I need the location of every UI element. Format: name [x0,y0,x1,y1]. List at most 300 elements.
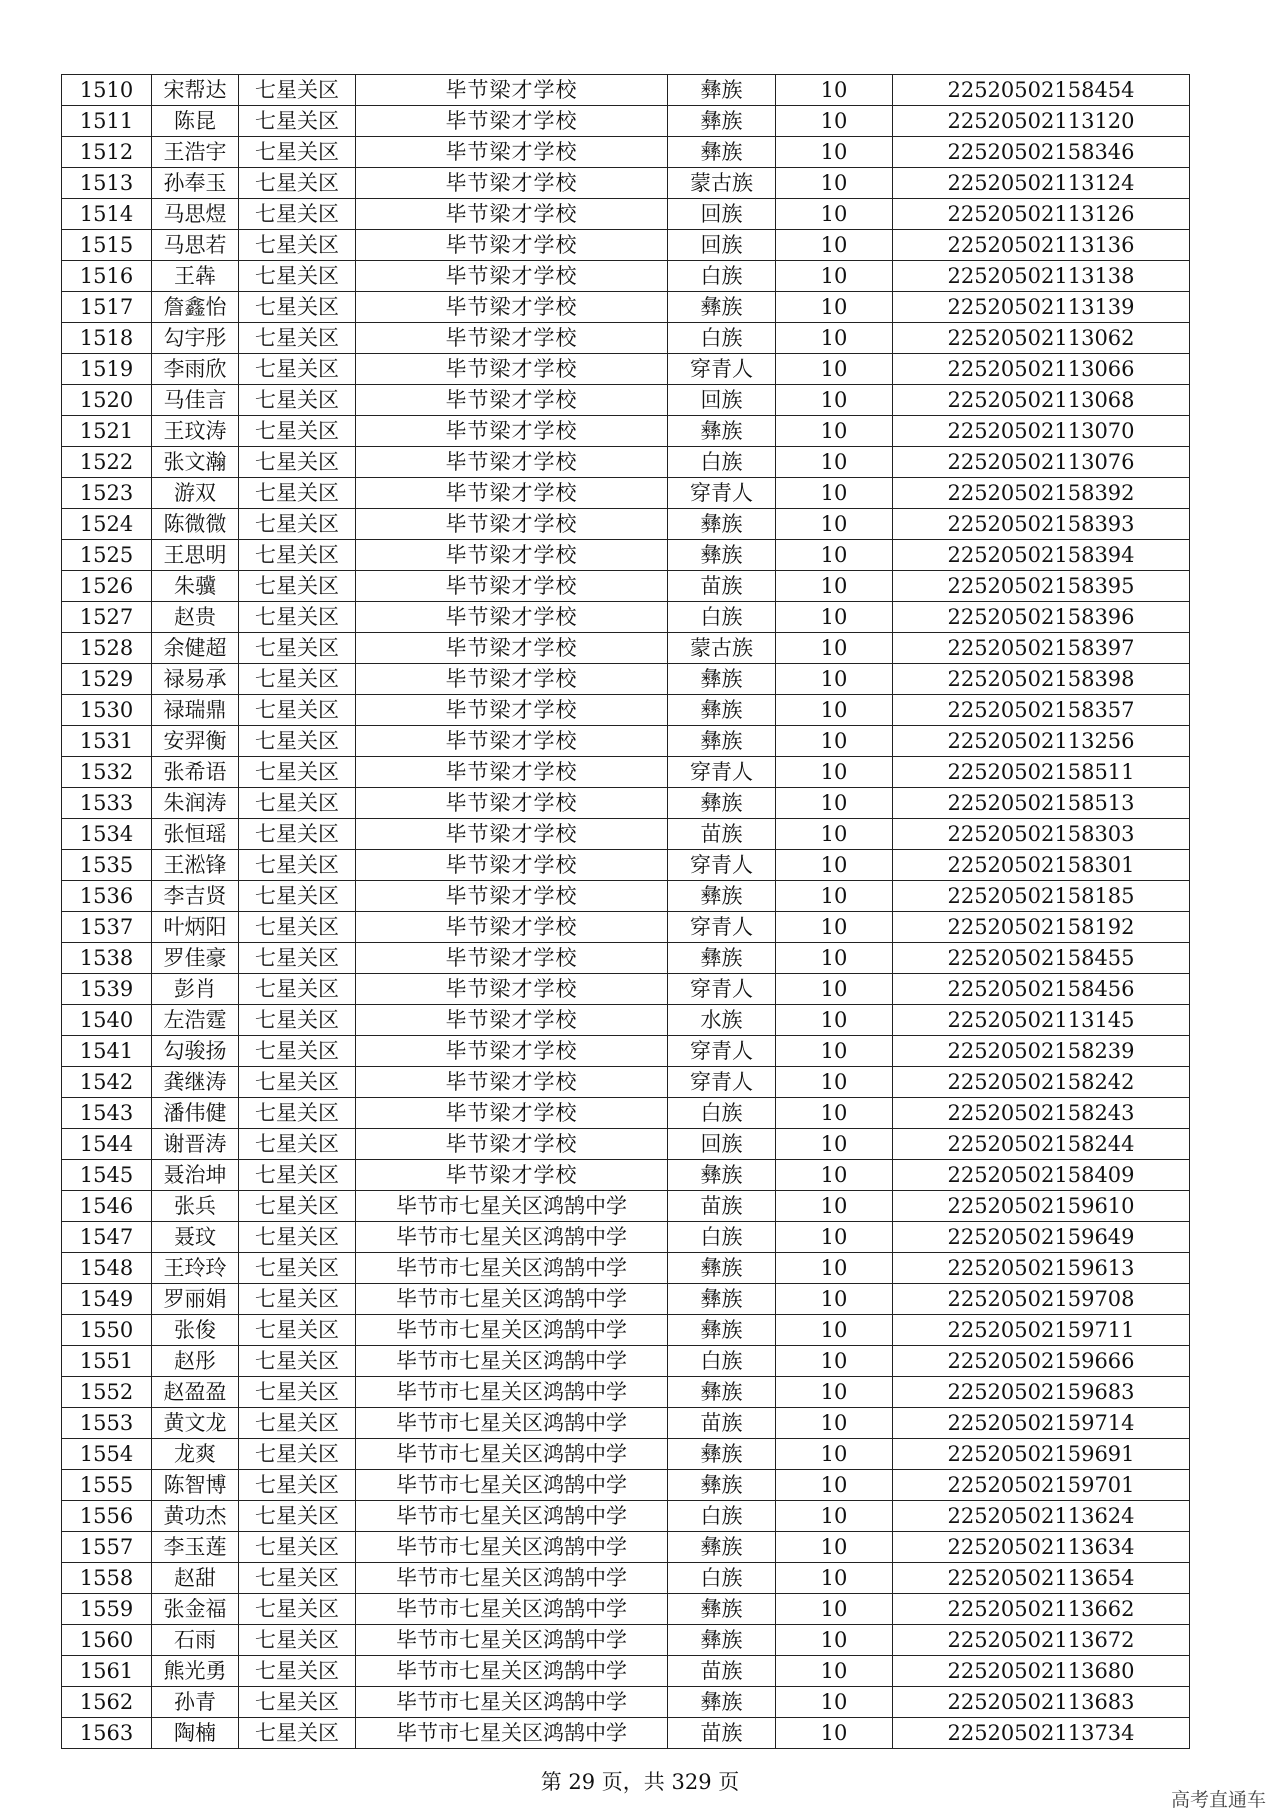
ethnicity-cell: 彝族 [668,292,776,323]
serial-number-cell: 1539 [62,974,152,1005]
student-id-cell: 22520502159683 [893,1377,1190,1408]
school-cell: 毕节梁才学校 [356,261,668,292]
grade-cell: 10 [776,199,893,230]
district-cell: 七星关区 [239,819,356,850]
student-id-cell: 22520502158244 [893,1129,1190,1160]
ethnicity-cell: 回族 [668,199,776,230]
table-row [62,850,1190,881]
school-cell: 毕节市七星关区鸿鹄中学 [356,1253,668,1284]
ethnicity-cell: 白族 [668,1222,776,1253]
serial-number-cell: 1561 [62,1656,152,1687]
student-id-cell: 22520502113654 [893,1563,1190,1594]
serial-number-cell: 1545 [62,1160,152,1191]
student-id-cell: 22520502113062 [893,323,1190,354]
ethnicity-cell: 白族 [668,447,776,478]
student-id-cell: 22520502158396 [893,602,1190,633]
name-cell: 朱润涛 [152,788,239,819]
table-row [62,385,1190,416]
school-cell: 毕节梁才学校 [356,230,668,261]
name-cell: 聂玟 [152,1222,239,1253]
grade-cell: 10 [776,1160,893,1191]
grade-cell: 10 [776,1067,893,1098]
district-cell: 七星关区 [239,540,356,571]
table-row [62,323,1190,354]
table-row [62,1315,1190,1346]
ethnicity-cell: 穿青人 [668,757,776,788]
ethnicity-cell: 彝族 [668,943,776,974]
grade-cell: 10 [776,509,893,540]
serial-number-cell: 1552 [62,1377,152,1408]
name-cell: 罗佳豪 [152,943,239,974]
serial-number-cell: 1555 [62,1470,152,1501]
grade-cell: 10 [776,447,893,478]
ethnicity-cell: 彝族 [668,1470,776,1501]
ethnicity-cell: 彝族 [668,540,776,571]
district-cell: 七星关区 [239,1222,356,1253]
student-id-cell: 22520502158395 [893,571,1190,602]
student-id-cell: 22520502113734 [893,1718,1190,1749]
table-row [62,1408,1190,1439]
serial-number-cell: 1537 [62,912,152,943]
ethnicity-cell: 彝族 [668,881,776,912]
serial-number-cell: 1544 [62,1129,152,1160]
school-cell: 毕节梁才学校 [356,881,668,912]
name-cell: 张文瀚 [152,447,239,478]
ethnicity-cell: 彝族 [668,664,776,695]
ethnicity-cell: 彝族 [668,137,776,168]
district-cell: 七星关区 [239,664,356,695]
grade-cell: 10 [776,695,893,726]
ethnicity-cell: 苗族 [668,1191,776,1222]
serial-number-cell: 1556 [62,1501,152,1532]
grade-cell: 10 [776,1098,893,1129]
district-cell: 七星关区 [239,509,356,540]
ethnicity-cell: 苗族 [668,571,776,602]
name-cell: 勾骏扬 [152,1036,239,1067]
ethnicity-cell: 穿青人 [668,1067,776,1098]
grade-cell: 10 [776,1718,893,1749]
ethnicity-cell: 彝族 [668,1284,776,1315]
table-row [62,912,1190,943]
grade-cell: 10 [776,1687,893,1718]
table-row [62,1005,1190,1036]
name-cell: 禄易承 [152,664,239,695]
ethnicity-cell: 白族 [668,1098,776,1129]
district-cell: 七星关区 [239,1718,356,1749]
grade-cell: 10 [776,1470,893,1501]
student-id-cell: 22520502113124 [893,168,1190,199]
grade-cell: 10 [776,664,893,695]
school-cell: 毕节梁才学校 [356,664,668,695]
district-cell: 七星关区 [239,1315,356,1346]
student-id-cell: 22520502158303 [893,819,1190,850]
district-cell: 七星关区 [239,602,356,633]
student-id-cell: 22520502159701 [893,1470,1190,1501]
district-cell: 七星关区 [239,881,356,912]
district-cell: 七星关区 [239,1563,356,1594]
table-row [62,1129,1190,1160]
school-cell: 毕节梁才学校 [356,726,668,757]
student-id-cell: 22520502113672 [893,1625,1190,1656]
student-id-cell: 22520502158346 [893,137,1190,168]
grade-cell: 10 [776,540,893,571]
serial-number-cell: 1541 [62,1036,152,1067]
ethnicity-cell: 白族 [668,1346,776,1377]
serial-number-cell: 1551 [62,1346,152,1377]
table-row [62,726,1190,757]
district-cell: 七星关区 [239,292,356,323]
table-row [62,943,1190,974]
student-id-cell: 22520502113683 [893,1687,1190,1718]
table-row [62,1594,1190,1625]
grade-cell: 10 [776,1408,893,1439]
ethnicity-cell: 彝族 [668,1687,776,1718]
table-row [62,199,1190,230]
school-cell: 毕节市七星关区鸿鹄中学 [356,1377,668,1408]
name-cell: 张俊 [152,1315,239,1346]
school-cell: 毕节梁才学校 [356,757,668,788]
roster-table-body [62,75,1190,1749]
district-cell: 七星关区 [239,1036,356,1067]
ethnicity-cell: 穿青人 [668,1036,776,1067]
district-cell: 七星关区 [239,571,356,602]
table-row [62,447,1190,478]
ethnicity-cell: 彝族 [668,1377,776,1408]
serial-number-cell: 1525 [62,540,152,571]
ethnicity-cell: 穿青人 [668,354,776,385]
serial-number-cell: 1526 [62,571,152,602]
name-cell: 陈微微 [152,509,239,540]
district-cell: 七星关区 [239,1687,356,1718]
serial-number-cell: 1519 [62,354,152,385]
school-cell: 毕节市七星关区鸿鹄中学 [356,1594,668,1625]
student-id-cell: 22520502158239 [893,1036,1190,1067]
grade-cell: 10 [776,1346,893,1377]
student-id-cell: 22520502159708 [893,1284,1190,1315]
district-cell: 七星关区 [239,1470,356,1501]
table-row [62,695,1190,726]
grade-cell: 10 [776,106,893,137]
district-cell: 七星关区 [239,943,356,974]
grade-cell: 10 [776,1036,893,1067]
table-row [62,1346,1190,1377]
table-row [62,261,1190,292]
serial-number-cell: 1535 [62,850,152,881]
district-cell: 七星关区 [239,1129,356,1160]
serial-number-cell: 1510 [62,75,152,106]
district-cell: 七星关区 [239,1408,356,1439]
grade-cell: 10 [776,1377,893,1408]
school-cell: 毕节市七星关区鸿鹄中学 [356,1439,668,1470]
table-row [62,1718,1190,1749]
ethnicity-cell: 彝族 [668,1315,776,1346]
student-id-cell: 22520502158397 [893,633,1190,664]
ethnicity-cell: 回族 [668,1129,776,1160]
name-cell: 赵盈盈 [152,1377,239,1408]
serial-number-cell: 1549 [62,1284,152,1315]
district-cell: 七星关区 [239,137,356,168]
student-id-cell: 22520502159714 [893,1408,1190,1439]
table-row [62,1625,1190,1656]
ethnicity-cell: 彝族 [668,509,776,540]
name-cell: 陈智博 [152,1470,239,1501]
name-cell: 马思若 [152,230,239,261]
grade-cell: 10 [776,1222,893,1253]
district-cell: 七星关区 [239,974,356,1005]
ethnicity-cell: 彝族 [668,695,776,726]
name-cell: 张兵 [152,1191,239,1222]
district-cell: 七星关区 [239,1377,356,1408]
student-id-cell: 22520502113139 [893,292,1190,323]
ethnicity-cell: 彝族 [668,1160,776,1191]
ethnicity-cell: 白族 [668,323,776,354]
ethnicity-cell: 苗族 [668,819,776,850]
ethnicity-cell: 回族 [668,385,776,416]
name-cell: 黄功杰 [152,1501,239,1532]
student-id-cell: 22520502113120 [893,106,1190,137]
school-cell: 毕节梁才学校 [356,912,668,943]
serial-number-cell: 1522 [62,447,152,478]
grade-cell: 10 [776,1594,893,1625]
table-row [62,75,1190,106]
table-row [62,1222,1190,1253]
district-cell: 七星关区 [239,323,356,354]
serial-number-cell: 1527 [62,602,152,633]
grade-cell: 10 [776,1532,893,1563]
student-id-cell: 22520502159711 [893,1315,1190,1346]
school-cell: 毕节梁才学校 [356,354,668,385]
ethnicity-cell: 穿青人 [668,912,776,943]
name-cell: 陶楠 [152,1718,239,1749]
school-cell: 毕节梁才学校 [356,385,668,416]
school-cell: 毕节市七星关区鸿鹄中学 [356,1501,668,1532]
student-id-cell: 22520502113126 [893,199,1190,230]
school-cell: 毕节梁才学校 [356,633,668,664]
name-cell: 李玉莲 [152,1532,239,1563]
school-cell: 毕节梁才学校 [356,75,668,106]
ethnicity-cell: 彝族 [668,416,776,447]
table-row [62,416,1190,447]
table-row [62,509,1190,540]
district-cell: 七星关区 [239,168,356,199]
grade-cell: 10 [776,1315,893,1346]
table-row [62,881,1190,912]
school-cell: 毕节梁才学校 [356,168,668,199]
ethnicity-cell: 彝族 [668,788,776,819]
name-cell: 聂治坤 [152,1160,239,1191]
ethnicity-cell: 白族 [668,1563,776,1594]
serial-number-cell: 1529 [62,664,152,695]
district-cell: 七星关区 [239,695,356,726]
grade-cell: 10 [776,602,893,633]
serial-number-cell: 1511 [62,106,152,137]
name-cell: 李雨欣 [152,354,239,385]
serial-number-cell: 1563 [62,1718,152,1749]
school-cell: 毕节梁才学校 [356,292,668,323]
student-id-cell: 22520502113256 [893,726,1190,757]
school-cell: 毕节梁才学校 [356,1036,668,1067]
table-row [62,354,1190,385]
student-id-cell: 22520502159691 [893,1439,1190,1470]
grade-cell: 10 [776,1563,893,1594]
district-cell: 七星关区 [239,912,356,943]
district-cell: 七星关区 [239,1501,356,1532]
student-id-cell: 22520502113624 [893,1501,1190,1532]
name-cell: 马思煜 [152,199,239,230]
school-cell: 毕节市七星关区鸿鹄中学 [356,1408,668,1439]
serial-number-cell: 1562 [62,1687,152,1718]
name-cell: 张金福 [152,1594,239,1625]
name-cell: 罗丽娟 [152,1284,239,1315]
district-cell: 七星关区 [239,1594,356,1625]
ethnicity-cell: 穿青人 [668,478,776,509]
district-cell: 七星关区 [239,75,356,106]
name-cell: 禄瑞鼎 [152,695,239,726]
student-id-cell: 22520502159666 [893,1346,1190,1377]
name-cell: 詹鑫怡 [152,292,239,323]
name-cell: 叶炳阳 [152,912,239,943]
serial-number-cell: 1548 [62,1253,152,1284]
grade-cell: 10 [776,75,893,106]
student-id-cell: 22520502113662 [893,1594,1190,1625]
serial-number-cell: 1517 [62,292,152,323]
table-row [62,571,1190,602]
name-cell: 勾宇彤 [152,323,239,354]
student-id-cell: 22520502158511 [893,757,1190,788]
name-cell: 王玟涛 [152,416,239,447]
district-cell: 七星关区 [239,478,356,509]
ethnicity-cell: 苗族 [668,1656,776,1687]
grade-cell: 10 [776,1005,893,1036]
district-cell: 七星关区 [239,1098,356,1129]
grade-cell: 10 [776,1439,893,1470]
name-cell: 龙爽 [152,1439,239,1470]
serial-number-cell: 1531 [62,726,152,757]
table-row [62,292,1190,323]
school-cell: 毕节梁才学校 [356,478,668,509]
grade-cell: 10 [776,974,893,1005]
grade-cell: 10 [776,1501,893,1532]
ethnicity-cell: 蒙古族 [668,633,776,664]
serial-number-cell: 1560 [62,1625,152,1656]
school-cell: 毕节梁才学校 [356,323,668,354]
name-cell: 龚继涛 [152,1067,239,1098]
grade-cell: 10 [776,1625,893,1656]
student-id-cell: 22520502113136 [893,230,1190,261]
grade-cell: 10 [776,292,893,323]
school-cell: 毕节梁才学校 [356,1160,668,1191]
school-cell: 毕节市七星关区鸿鹄中学 [356,1687,668,1718]
table-row [62,1563,1190,1594]
name-cell: 赵甜 [152,1563,239,1594]
school-cell: 毕节市七星关区鸿鹄中学 [356,1222,668,1253]
table-row [62,106,1190,137]
name-cell: 张恒瑶 [152,819,239,850]
school-cell: 毕节市七星关区鸿鹄中学 [356,1532,668,1563]
name-cell: 张希语 [152,757,239,788]
ethnicity-cell: 穿青人 [668,850,776,881]
grade-cell: 10 [776,137,893,168]
table-row [62,1501,1190,1532]
serial-number-cell: 1528 [62,633,152,664]
district-cell: 七星关区 [239,757,356,788]
serial-number-cell: 1521 [62,416,152,447]
ethnicity-cell: 白族 [668,1501,776,1532]
name-cell: 左浩霆 [152,1005,239,1036]
district-cell: 七星关区 [239,1160,356,1191]
name-cell: 潘伟健 [152,1098,239,1129]
ethnicity-cell: 彝族 [668,1594,776,1625]
school-cell: 毕节梁才学校 [356,602,668,633]
serial-number-cell: 1540 [62,1005,152,1036]
student-id-cell: 22520502158394 [893,540,1190,571]
serial-number-cell: 1533 [62,788,152,819]
name-cell: 谢晋涛 [152,1129,239,1160]
name-cell: 赵彤 [152,1346,239,1377]
watermark: 高考直通车 [1170,1789,1266,1811]
student-id-cell: 22520502158513 [893,788,1190,819]
name-cell: 孙青 [152,1687,239,1718]
student-id-cell: 22520502113634 [893,1532,1190,1563]
student-id-cell: 22520502158393 [893,509,1190,540]
ethnicity-cell: 彝族 [668,106,776,137]
table-row [62,974,1190,1005]
student-id-cell: 22520502158455 [893,943,1190,974]
table-row [62,1160,1190,1191]
serial-number-cell: 1512 [62,137,152,168]
school-cell: 毕节梁才学校 [356,850,668,881]
district-cell: 七星关区 [239,1439,356,1470]
grade-cell: 10 [776,757,893,788]
name-cell: 李吉贤 [152,881,239,912]
student-id-cell: 22520502158398 [893,664,1190,695]
name-cell: 黄文龙 [152,1408,239,1439]
district-cell: 七星关区 [239,1532,356,1563]
table-row [62,1284,1190,1315]
serial-number-cell: 1520 [62,385,152,416]
name-cell: 游双 [152,478,239,509]
student-id-cell: 22520502158392 [893,478,1190,509]
serial-number-cell: 1516 [62,261,152,292]
grade-cell: 10 [776,571,893,602]
district-cell: 七星关区 [239,354,356,385]
school-cell: 毕节梁才学校 [356,571,668,602]
grade-cell: 10 [776,323,893,354]
name-cell: 陈昆 [152,106,239,137]
serial-number-cell: 1538 [62,943,152,974]
grade-cell: 10 [776,819,893,850]
name-cell: 朱骥 [152,571,239,602]
district-cell: 七星关区 [239,726,356,757]
district-cell: 七星关区 [239,199,356,230]
name-cell: 余健超 [152,633,239,664]
ethnicity-cell: 彝族 [668,75,776,106]
school-cell: 毕节市七星关区鸿鹄中学 [356,1191,668,1222]
school-cell: 毕节梁才学校 [356,540,668,571]
grade-cell: 10 [776,943,893,974]
school-cell: 毕节梁才学校 [356,1129,668,1160]
table-row [62,1439,1190,1470]
ethnicity-cell: 苗族 [668,1408,776,1439]
ethnicity-cell: 彝族 [668,1253,776,1284]
grade-cell: 10 [776,1129,893,1160]
grade-cell: 10 [776,726,893,757]
table-row [62,1656,1190,1687]
student-id-cell: 22520502113138 [893,261,1190,292]
serial-number-cell: 1524 [62,509,152,540]
school-cell: 毕节梁才学校 [356,1067,668,1098]
student-id-cell: 22520502159610 [893,1191,1190,1222]
